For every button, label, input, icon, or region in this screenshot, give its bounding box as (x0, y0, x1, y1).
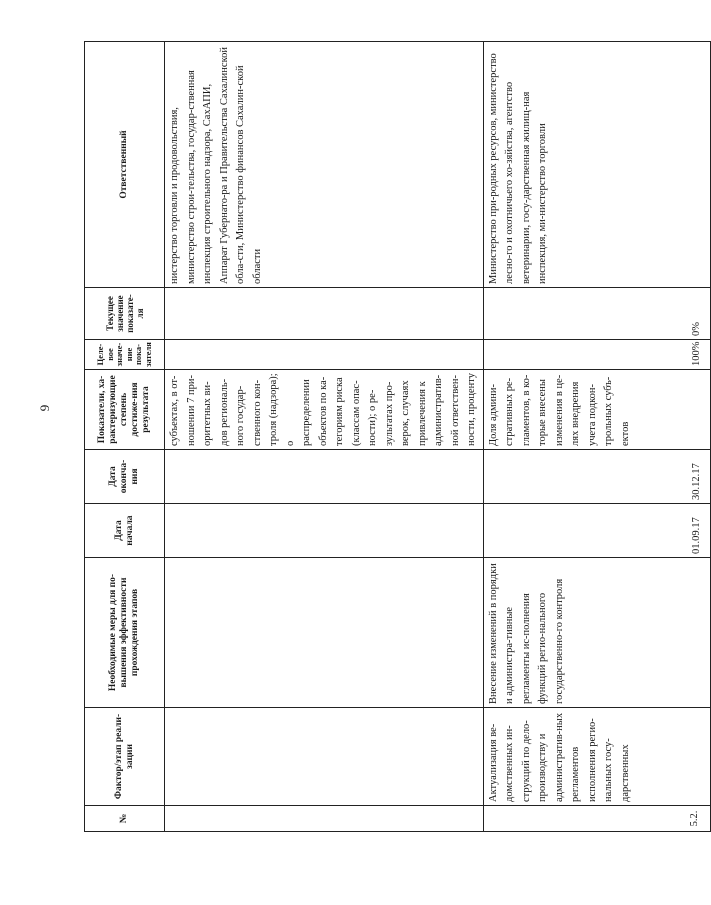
table-row (165, 42, 484, 832)
cell-indicators: субъектах, в от-ношении 7 при-оритетных ви-дов региональ-ного государ-ственного кон-троля (надзора); о распределении объектов по ка-тегориям риска (классам опас-ности); о ре-зультатах про-верок, случаях привлечения к административ-ной ответствен-ности, проценту (165, 370, 484, 450)
header-current: Текущее значение показате-ля (85, 288, 165, 340)
cell-target: 100% (483, 340, 710, 370)
cell-responsible: нистерство торговли и продовольствия, министерство строи-тельства, государ-ственная инспекция строительного надзора, СахАПИ, Аппарат Губернато-ра и Правительства Сахалинской обла-сти, Министерство финансов Сахалин-ской области (165, 42, 484, 288)
cell-factor (165, 708, 484, 806)
cell-responsible: Министерство при-родных ресурсов, министерство лесно-го и охотничьего хо-зяйства, агентство ветеринарии, госу-дарственная жилищ-ная инспекция, ми-нистерство торговли (483, 42, 710, 288)
cell-start-date: 01.09.17 (483, 504, 710, 558)
cell-indicators: Доля админи-стративных ре-гламентов, в ко-торые внесены изменения в це-лях внедрения учета подкон-трольных субъ-ектов (483, 370, 710, 450)
cell-measures: Внесение изменений в порядки и администра-тивные регламенты ис-полнения функций регио-нального государственно-го контроля (483, 558, 710, 708)
measures-table (84, 41, 711, 832)
cell-start-date (165, 504, 484, 558)
table-row (483, 42, 710, 832)
cell-end-date: 30.12.17 (483, 450, 710, 504)
cell-num: 5.2. (483, 806, 710, 832)
cell-target (165, 340, 484, 370)
header-responsible: Ответственный (85, 42, 165, 288)
cell-end-date (165, 450, 484, 504)
header-indicators: Показатели, ха-рактеризующие степень достиже-ния результата (85, 370, 165, 450)
header-measures: Необходимые меры для по-вышения эффективности прохождения этапов (85, 558, 165, 708)
header-target: Целе-вое значе-ние пока-зателя (85, 340, 165, 370)
rotated-table-wrapper (84, 42, 702, 832)
header-start-date: Дата начала (85, 504, 165, 558)
cell-num (165, 806, 484, 832)
cell-factor: Актуализация ве-домственных ин-струкций по дело-производству и административ-ных регламентов исполнения регио-нальных госу-дарственных (483, 708, 710, 806)
page-number: 9 (37, 404, 52, 412)
header-end-date: Дата оконча-ния (85, 450, 165, 504)
header-factor: Фактор/этап реали-зации (85, 708, 165, 806)
cell-current: 0% (483, 288, 710, 340)
cell-current (165, 288, 484, 340)
header-num: № (85, 806, 165, 832)
table-header-row (85, 42, 165, 832)
cell-measures (165, 558, 484, 708)
